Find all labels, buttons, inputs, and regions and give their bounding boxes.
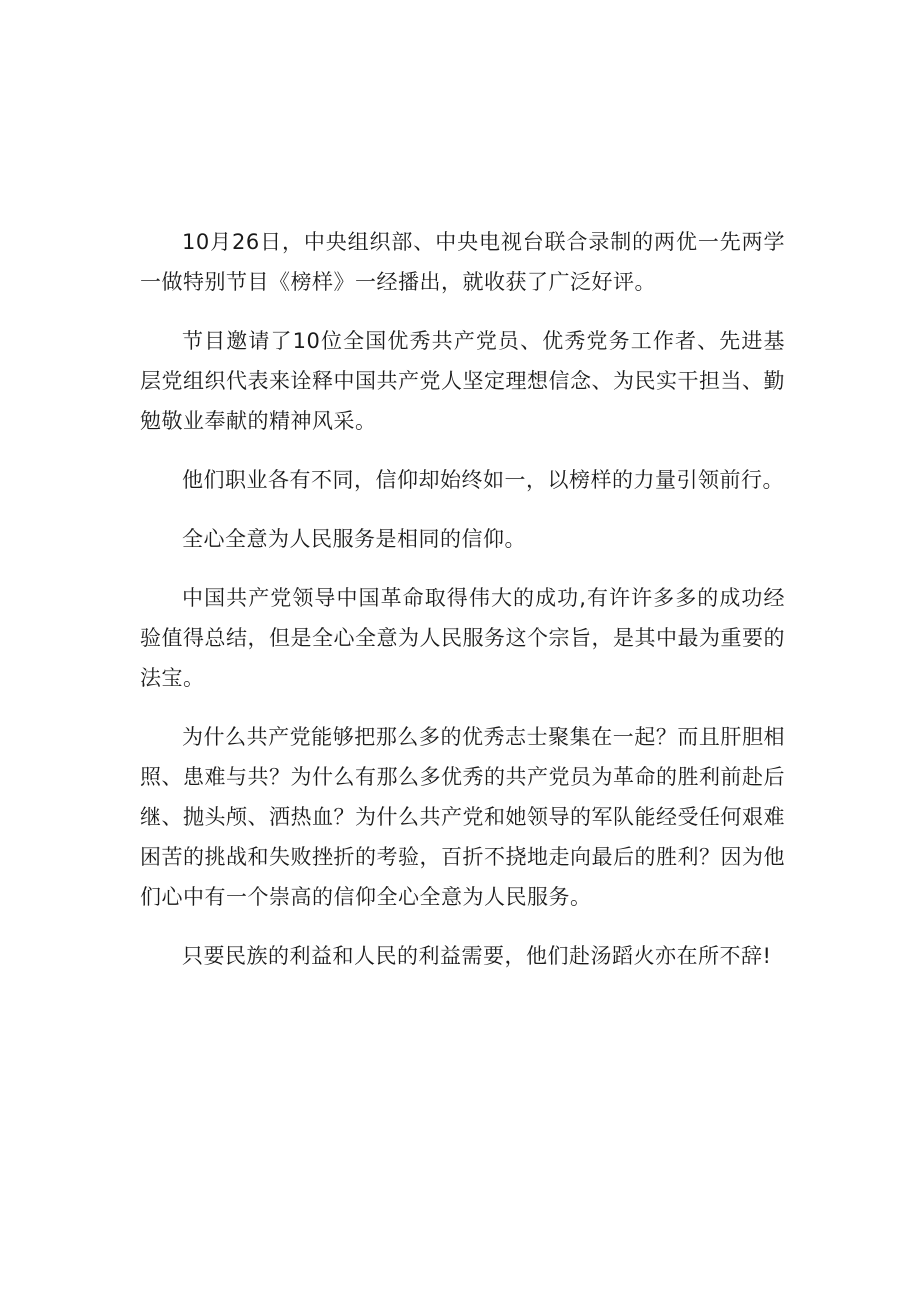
paragraph-3: 他们职业各有不同，信仰却始终如一，以榜样的力量引领前行。: [182, 468, 784, 492]
paragraph-1: 10月26日，中央组织部、中央电视台联合录制的两优一先两学一做特别节目《榜样》一经播出，就收获了广泛好评。: [140, 230, 785, 294]
paragraph-6: 为什么共产党能够把那么多的优秀志士聚集在一起？而且肝胆相照、患难与共？为什么有那么多优秀的共产党员为革命的胜利前赴后继、抛头颅、洒热血？为什么共产党和她领导的军队能经受任何艰难困苦的挑战和失败挫折的考验，百折不挠地走向最后的胜利？因为他们心中有一个崇高的信仰全心全意为人民服务。: [140, 725, 785, 909]
paragraph-5: 中国共产党领导中国革命取得伟大的成功,有许许多多的成功经验值得总结，但是全心全意为人民服务这个宗旨，是其中最为重要的法宝。: [140, 586, 785, 690]
paragraph-4: 全心全意为人民服务是相同的信仰。: [182, 527, 526, 551]
paragraph-2: 节目邀请了10位全国优秀共产党员、优秀党务工作者、先进基层党组织代表来诠释中国共产党人坚定理想信念、为民实干担当、勤勉敬业奉献的精神风采。: [140, 329, 785, 433]
document-body: [140, 222, 785, 995]
paragraph-7: 只要民族的利益和人民的利益需要，他们赴汤蹈火亦在所不辞!: [182, 944, 772, 968]
